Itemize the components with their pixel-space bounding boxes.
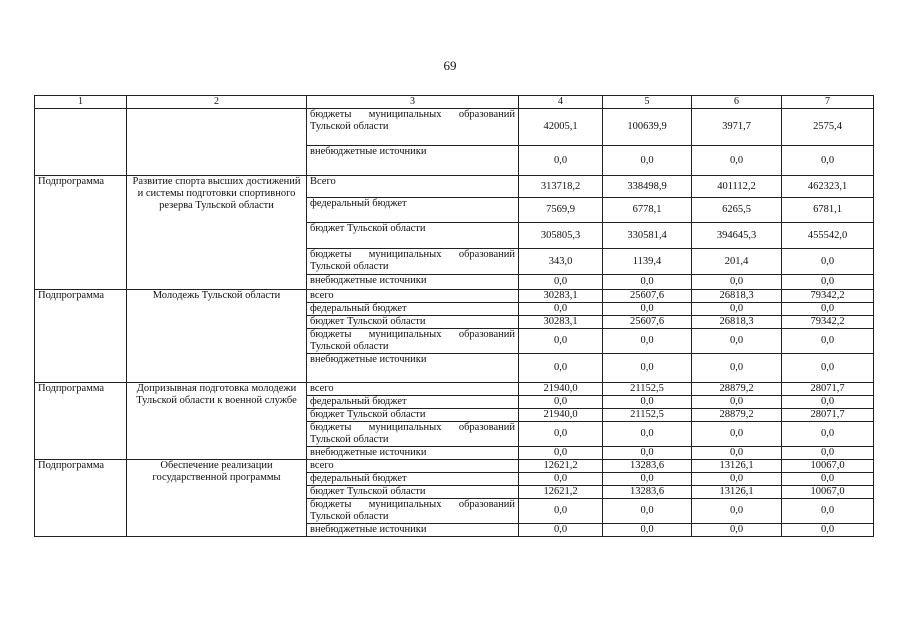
amount-cell: 0,0 [603, 303, 692, 316]
funding-source-cell: Всего [307, 176, 519, 198]
amount-cell: 201,4 [692, 249, 782, 275]
amount-cell: 42005,1 [519, 109, 603, 146]
page-number: 69 [443, 58, 457, 73]
amount-cell: 0,0 [519, 473, 603, 486]
amount-cell: 0,0 [782, 499, 874, 524]
amount-cell: 0,0 [519, 146, 603, 176]
amount-cell: 0,0 [692, 499, 782, 524]
amount-cell: 21152,5 [603, 383, 692, 396]
amount-cell: 1139,4 [603, 249, 692, 275]
amount-cell: 0,0 [519, 354, 603, 383]
amount-cell: 455542,0 [782, 223, 874, 249]
table-body [35, 109, 874, 537]
subprogram-name-cell: Обеспечение реализации государственной программы [127, 460, 307, 537]
amount-cell: 12621,2 [519, 486, 603, 499]
funding-source-cell: внебюджетные источники [307, 354, 519, 383]
column-number: 6 [692, 96, 782, 109]
subprogram-name-cell: Допризывная подготовка молодежи Тульской области к военной службе [127, 383, 307, 460]
amount-cell: 0,0 [603, 473, 692, 486]
table-row [35, 176, 874, 198]
funding-source-cell: всего [307, 460, 519, 473]
amount-cell: 10067,0 [782, 460, 874, 473]
amount-cell: 0,0 [519, 524, 603, 537]
subprogram-type-cell [35, 109, 127, 176]
table-row [35, 109, 874, 146]
subprogram-name-cell: Молодежь Тульской области [127, 290, 307, 383]
amount-cell: 0,0 [782, 275, 874, 290]
amount-cell: 13283,6 [603, 486, 692, 499]
subprogram-type-cell: Подпрограмма [35, 383, 127, 460]
subprogram-type-cell: Подпрограмма [35, 290, 127, 383]
funding-source-cell: внебюджетные источники [307, 146, 519, 176]
amount-cell: 0,0 [782, 249, 874, 275]
table-row [35, 460, 874, 473]
column-number: 7 [782, 96, 874, 109]
amount-cell: 0,0 [692, 303, 782, 316]
subprogram-name-cell: Развитие спорта высших достижений и системы подготовки спортивного резерва Тульской области [127, 176, 307, 290]
funding-source-cell: бюджет Тульской области [307, 223, 519, 249]
amount-cell: 21940,0 [519, 383, 603, 396]
amount-cell: 0,0 [692, 275, 782, 290]
amount-cell: 6781,1 [782, 198, 874, 223]
funding-source-cell: бюджеты муниципальных образований Тульской области [307, 499, 519, 524]
table-row [35, 290, 874, 303]
amount-cell: 21940,0 [519, 409, 603, 422]
amount-cell: 28879,2 [692, 383, 782, 396]
amount-cell: 0,0 [603, 354, 692, 383]
funding-source-cell: всего [307, 383, 519, 396]
amount-cell: 0,0 [603, 146, 692, 176]
funding-source-cell: бюджеты муниципальных образований Тульской области [307, 249, 519, 275]
amount-cell: 100639,9 [603, 109, 692, 146]
amount-cell: 0,0 [519, 275, 603, 290]
funding-source-cell: бюджеты муниципальных образований Тульской области [307, 422, 519, 447]
amount-cell: 462323,1 [782, 176, 874, 198]
column-number: 3 [307, 96, 519, 109]
subprogram-type-cell: Подпрограмма [35, 176, 127, 290]
column-number: 4 [519, 96, 603, 109]
funding-source-cell: бюджет Тульской области [307, 409, 519, 422]
amount-cell: 0,0 [603, 499, 692, 524]
funding-source-cell: бюджет Тульской области [307, 486, 519, 499]
amount-cell: 0,0 [519, 329, 603, 354]
amount-cell: 0,0 [782, 146, 874, 176]
amount-cell: 79342,2 [782, 290, 874, 303]
amount-cell: 0,0 [519, 303, 603, 316]
amount-cell: 13126,1 [692, 460, 782, 473]
table-row [35, 383, 874, 396]
funding-source-cell: внебюджетные источники [307, 524, 519, 537]
funding-source-cell: внебюджетные источники [307, 447, 519, 460]
amount-cell: 0,0 [782, 447, 874, 460]
funding-source-cell: бюджет Тульской области [307, 316, 519, 329]
amount-cell: 313718,2 [519, 176, 603, 198]
amount-cell: 13126,1 [692, 486, 782, 499]
amount-cell: 6778,1 [603, 198, 692, 223]
funding-source-cell: федеральный бюджет [307, 473, 519, 486]
funding-source-cell: всего [307, 290, 519, 303]
funding-source-cell: федеральный бюджет [307, 396, 519, 409]
subprogram-type-cell: Подпрограмма [35, 460, 127, 537]
amount-cell: 0,0 [782, 422, 874, 447]
column-number: 5 [603, 96, 692, 109]
amount-cell: 25607,6 [603, 316, 692, 329]
amount-cell: 0,0 [692, 422, 782, 447]
amount-cell: 0,0 [692, 396, 782, 409]
amount-cell: 26818,3 [692, 290, 782, 303]
amount-cell: 0,0 [692, 146, 782, 176]
amount-cell: 0,0 [692, 473, 782, 486]
amount-cell: 28071,7 [782, 383, 874, 396]
amount-cell: 30283,1 [519, 316, 603, 329]
amount-cell: 0,0 [603, 447, 692, 460]
amount-cell: 338498,9 [603, 176, 692, 198]
amount-cell: 0,0 [782, 524, 874, 537]
amount-cell: 343,0 [519, 249, 603, 275]
amount-cell: 0,0 [603, 275, 692, 290]
amount-cell: 401112,2 [692, 176, 782, 198]
amount-cell: 0,0 [603, 329, 692, 354]
amount-cell: 0,0 [692, 329, 782, 354]
amount-cell: 28071,7 [782, 409, 874, 422]
amount-cell: 0,0 [603, 396, 692, 409]
amount-cell: 10067,0 [782, 486, 874, 499]
column-number-row [35, 96, 874, 109]
amount-cell: 21152,5 [603, 409, 692, 422]
budget-table [34, 95, 874, 537]
amount-cell: 25607,6 [603, 290, 692, 303]
amount-cell: 394645,3 [692, 223, 782, 249]
funding-source-cell: федеральный бюджет [307, 198, 519, 223]
amount-cell: 0,0 [692, 524, 782, 537]
amount-cell: 0,0 [603, 422, 692, 447]
amount-cell: 13283,6 [603, 460, 692, 473]
funding-source-cell: внебюджетные источники [307, 275, 519, 290]
amount-cell: 26818,3 [692, 316, 782, 329]
funding-source-cell: бюджеты муниципальных образований Тульской области [307, 109, 519, 146]
amount-cell: 2575,4 [782, 109, 874, 146]
amount-cell: 0,0 [782, 303, 874, 316]
column-number: 2 [127, 96, 307, 109]
amount-cell: 12621,2 [519, 460, 603, 473]
subprogram-name-cell [127, 109, 307, 176]
amount-cell: 0,0 [519, 499, 603, 524]
amount-cell: 0,0 [692, 447, 782, 460]
amount-cell: 3971,7 [692, 109, 782, 146]
amount-cell: 28879,2 [692, 409, 782, 422]
amount-cell: 0,0 [519, 396, 603, 409]
amount-cell: 30283,1 [519, 290, 603, 303]
amount-cell: 0,0 [692, 354, 782, 383]
amount-cell: 0,0 [782, 354, 874, 383]
amount-cell: 0,0 [603, 524, 692, 537]
amount-cell: 0,0 [782, 329, 874, 354]
amount-cell: 0,0 [782, 396, 874, 409]
amount-cell: 0,0 [519, 447, 603, 460]
amount-cell: 7569,9 [519, 198, 603, 223]
amount-cell: 6265,5 [692, 198, 782, 223]
funding-source-cell: федеральный бюджет [307, 303, 519, 316]
amount-cell: 330581,4 [603, 223, 692, 249]
amount-cell: 0,0 [519, 422, 603, 447]
column-number: 1 [35, 96, 127, 109]
funding-source-cell: бюджеты муниципальных образований Тульской области [307, 329, 519, 354]
amount-cell: 0,0 [782, 473, 874, 486]
amount-cell: 79342,2 [782, 316, 874, 329]
amount-cell: 305805,3 [519, 223, 603, 249]
